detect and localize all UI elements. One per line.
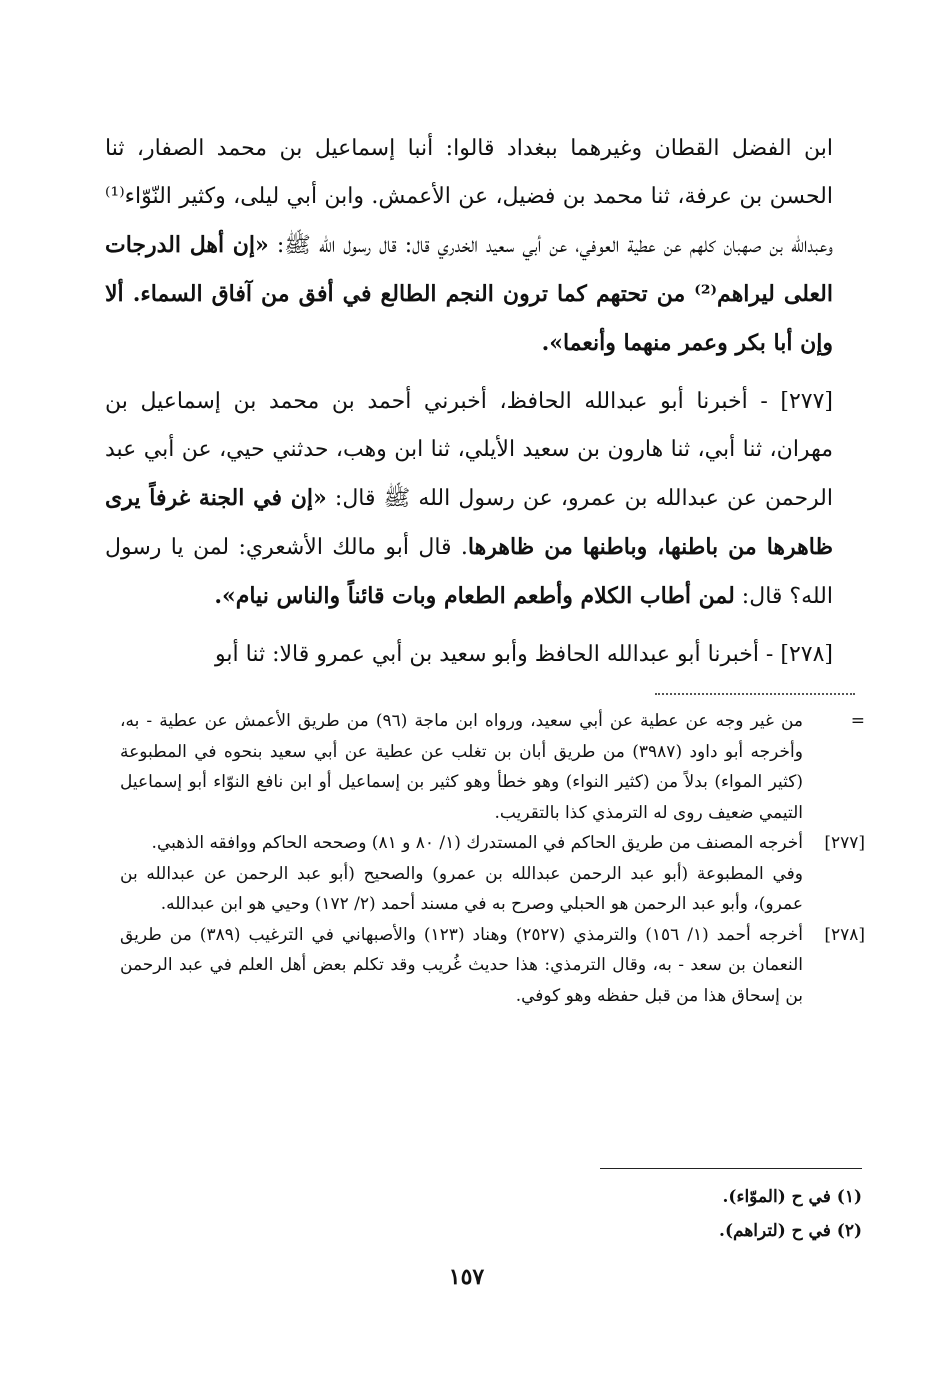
note-278 [120,920,865,1012]
hadith-quote: «إن في الجنة غرفاً يرى ظاهرها من باطنها، وباطنها من ظاهرها [105,485,833,560]
hadith-quote: «إن أهل الدرجات العلى ليراهم⁽²⁾ من تحتهم كما ترون النجم الطالع في أفق من آفاق السماء. ألا وإن أبا بكر وعمر منهما وأنعما». [105,232,833,356]
note-text: من غير وجه عن عطية عن أبي سعيد، ورواه ابن ماجة (٩٦) من طريق الأعمش عن عطية - به، وأخرجه أبو داود (٣٩٨٧) من طريق أبان بن تغلب عن عطية عن أبي سعيد بنحوه في المطبوعة (كثير المواء) بدلاً من (كثير النواء) وهو خطأ وهو كثير بن إسماعيل أو ابن نافع النوّاء أبو إسماعيل التيمي ضعيف روى له الترمذي كذا بالتقريب. [120,711,803,823]
paragraph-hadith-276 [105,125,833,368]
paragraph-text: [٢٧٨] - أخبرنا أبو عبدالله الحافظ وأبو سعيد بن أبي عمرو قالا: ثنا أبو [215,642,833,667]
footnote-1: (١) في ح (الموّاء). [722,1187,862,1207]
paragraph-text: ابن الفضل القطان وغيرهما ببغداد قالوا: أنبا إسماعيل بن محمد الصفار، ثنا الحسن بن عرفة، ثنا محمد بن فضيل، عن الأعمش. وابن أبي ليلى، وكثير النّوّاء⁽¹⁾ وعبدالله بن صهبان كلهم عن عطية العوفي، عن أبي سعيد الخدري قال: قال رسول الله ﷺ: [105,136,833,258]
paragraph-hadith-278 [105,631,833,679]
paragraph-text: [٢٧٧] - أخبرنا أبو عبدالله الحافظ، أخبرني أحمد بن محمد بن إسماعيل بن مهران، ثنا أبي، ثنا هارون بن سعيد الأيلي، ثنا ابن وهب، حدثني حيي، عن أبي عبد الرحمن عن عبدالله بن عمرو، عن رسول الله ﷺ قال: [105,389,833,511]
dotted-separator [655,693,855,695]
main-text [105,125,833,689]
footnote-separator [600,1168,862,1169]
paragraph-hadith-277 [105,378,833,621]
footnotes [500,1180,862,1248]
note-text: أخرجه المصنف من طريق الحاكم في المستدرك (١/ ٨٠ و ٨١) وصححه الحاكم ووافقه الذهبي. [151,833,803,853]
note-text: أخرجه أحمد (١/ ١٥٦) والترمذي (٢٥٢٧) وهناد (١٢٣) والأصبهاني في الترغيب (٣٨٩) من طريق النعمان بن سعد - به، وقال الترمذي: هذا حديث غُريب وقد تكلم بعض أهل العلم في عبد الرحمن بن إسحاق هذا من قبل حفظه وهو كوفي. [120,924,803,1006]
paragraph-text: . قال أبو مالك الأشعري: لمن يا رسول الله؟ قال: [105,535,833,609]
commentary-notes [120,706,865,1011]
footnote-2: (٢) في ح (لتراهم). [719,1221,862,1241]
note-277 [120,828,865,859]
note-277-continued: وفي المطبوعة (أبو عبد الرحمن عبدالله بن عمرو) والصحيح (أبو عبد الرحمن عن عبدالله بن عمرو)، وأبو عبد الرحمن هو الحبلي وصرح به في مسند أحمد (٢/ ١٧٢) وحيي هو ابن عبدالله. [120,863,803,914]
note-continuation [120,706,865,828]
note-marker: = [850,711,865,731]
page-number: ١٥٧ [448,1264,485,1290]
note-number: [٢٧٨] [824,924,865,945]
note-number: [٢٧٧] [824,833,865,853]
hadith-quote: لمن أطاب الكلام وأطعم الطعام وبات قائناً والناس نيام». [214,583,735,609]
